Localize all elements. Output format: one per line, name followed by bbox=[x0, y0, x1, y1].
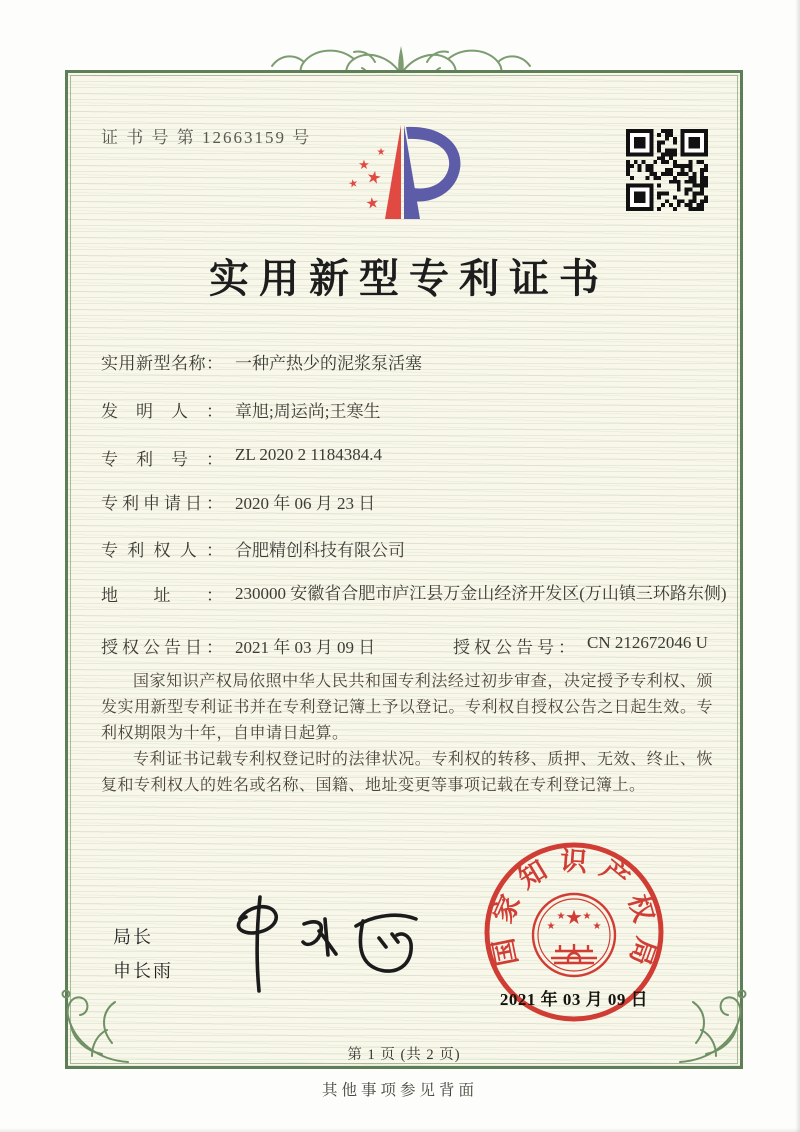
scan-edge-shadow bbox=[0, 1128, 800, 1132]
field-label: 授权公告号： bbox=[453, 638, 575, 657]
svg-text:★: ★ bbox=[565, 905, 583, 929]
field-value: 一种产热少的泥浆泵活塞 bbox=[235, 354, 422, 373]
scan-edge-shadow bbox=[795, 0, 800, 1132]
svg-text:★: ★ bbox=[546, 921, 556, 932]
certificate-title: 实用新型专利证书 bbox=[209, 256, 609, 301]
field-value: ZL 2020 2 1184384.4 bbox=[235, 445, 383, 464]
field-row-grant bbox=[101, 633, 708, 658]
field-label: 实用新型名称： bbox=[101, 354, 223, 373]
grant-number-pair bbox=[453, 633, 708, 658]
svg-text:★: ★ bbox=[364, 193, 381, 213]
director-name: 申长雨 bbox=[113, 961, 173, 981]
official-red-seal bbox=[481, 839, 667, 1025]
seal-date: 2021 年 03 月 09 日 bbox=[499, 990, 649, 1009]
legal-paragraph-1: 国家知识产权局依照中华人民共和国专利法经过初步审查，决定授予专利权、颁发实用新型专利证书并在专利登记簿上予以登记。专利权自授权公告之日起生效。专利权期限为十年，自申请日起算。 bbox=[101, 673, 713, 742]
field-row-utility-model-name bbox=[101, 349, 422, 374]
field-label: 专利权人： bbox=[101, 541, 223, 560]
certificate-frame bbox=[65, 70, 743, 1069]
field-row-patent-number bbox=[101, 445, 382, 470]
field-value: 2021 年 03 月 09 日 bbox=[235, 638, 376, 657]
field-label: 授权公告日： bbox=[101, 638, 223, 657]
field-value: 合肥精创科技有限公司 bbox=[235, 541, 405, 560]
cnipa-logo-icon bbox=[340, 117, 472, 227]
field-label: 发明人： bbox=[101, 402, 223, 421]
legal-text-block bbox=[101, 669, 713, 799]
field-row-inventors bbox=[101, 397, 380, 422]
field-value: 2020 年 06 月 23 日 bbox=[235, 494, 376, 513]
emblem-stars bbox=[547, 905, 602, 932]
logo-stars bbox=[347, 147, 385, 213]
seal-agency-text: 国家知识产权局 bbox=[485, 845, 662, 980]
qr-code bbox=[626, 129, 708, 211]
svg-text:★: ★ bbox=[358, 158, 370, 173]
director-handwritten-signature bbox=[228, 891, 438, 996]
field-value: 230000 安徽省合肥市庐江县万金山经济开发区(万山镇三环路东侧) bbox=[235, 584, 727, 603]
certificate-number: 证 书 号 第 12663159 号 bbox=[101, 128, 312, 147]
field-label: 地址： bbox=[101, 586, 223, 605]
svg-text:★: ★ bbox=[364, 166, 384, 190]
field-row-address bbox=[101, 581, 733, 607]
svg-text:★: ★ bbox=[376, 147, 386, 158]
field-label: 专利号： bbox=[101, 450, 223, 469]
field-value: CN 212672046 U bbox=[587, 633, 708, 652]
field-label: 专利申请日： bbox=[101, 494, 223, 513]
svg-text:★: ★ bbox=[592, 921, 602, 932]
svg-text:★: ★ bbox=[556, 911, 566, 922]
director-title: 局长 bbox=[113, 927, 153, 947]
back-note: 其他事项参见背面 bbox=[321, 1082, 478, 1099]
field-row-patentee bbox=[101, 536, 405, 561]
field-value: 章旭;周运尚;王寒生 bbox=[235, 402, 381, 421]
field-row-filing-date bbox=[101, 489, 375, 514]
svg-text:★: ★ bbox=[347, 176, 360, 191]
legal-paragraph-2: 专利证书记载专利权登记时的法律状况。专利权的转移、质押、无效、终止、恢复和专利权人的姓名或名称、国籍、地址变更等事项记载在专利登记簿上。 bbox=[101, 751, 713, 794]
page-number: 第 1 页 (共 2 页) bbox=[347, 1047, 461, 1063]
svg-text:★: ★ bbox=[582, 911, 592, 922]
